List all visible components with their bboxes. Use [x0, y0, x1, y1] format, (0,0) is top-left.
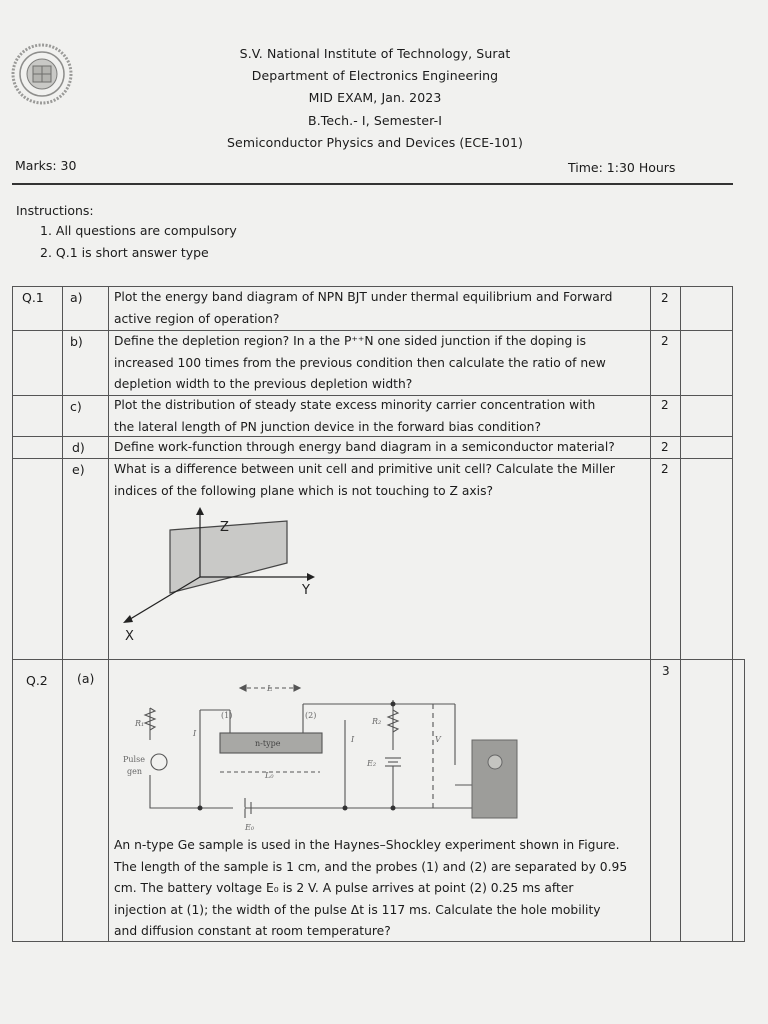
svg-text:R₂: R₂ — [372, 717, 382, 726]
x-axis — [127, 577, 200, 621]
svg-text:L₀: L₀ — [265, 771, 274, 780]
part-label-b: b) — [70, 334, 83, 349]
svg-text:Pulse: Pulse — [123, 755, 145, 764]
question-1d-text: Define work-function through energy band diagram in a semiconductor material? — [114, 440, 615, 454]
instruction-item: 1. All questions are compulsory — [40, 223, 237, 238]
institute-seal-logo — [8, 43, 76, 105]
part-label-a: a) — [70, 290, 83, 305]
header-divider — [12, 183, 733, 185]
svg-text:V: V — [435, 735, 441, 744]
part-label-d: d) — [72, 440, 85, 455]
marks-1d: 2 — [661, 440, 669, 454]
instruction-item: 2. Q.1 is short answer type — [40, 245, 209, 260]
marks-1b: 2 — [661, 334, 669, 348]
exam-duration: Time: 1:30 Hours — [568, 160, 676, 175]
svg-text:I: I — [193, 729, 197, 738]
program-name: B.Tech.- I, Semester-I — [308, 113, 442, 128]
svg-text:n-type: n-type — [255, 739, 281, 748]
y-axis-label: Y — [302, 583, 310, 598]
oscilloscope-screen-icon — [488, 755, 502, 769]
question-1c-text: Plot the distribution of steady state excess minority carrier concentration with the lateral length of PN junction device in the forward bias condition? — [114, 398, 596, 434]
svg-text:I: I — [351, 735, 355, 744]
question-1b-text: Define the depletion region? In a the P⁺⁺N one sided junction if the doping is increased 100 times from the previous condition then calculate the ratio of new depletion width to the previous depletion width? — [114, 334, 606, 391]
y-axis-arrow-icon — [307, 573, 315, 581]
department-name: Department of Electronics Engineering — [251, 68, 499, 83]
haynes-shockley-circuit — [115, 680, 525, 835]
marks-1e: 2 — [661, 462, 669, 476]
question-number-q1: Q.1 — [22, 290, 44, 305]
marks-q2a: 3 — [662, 664, 670, 678]
svg-text:R₁: R₁ — [135, 719, 145, 728]
marks-1c: 2 — [661, 398, 669, 412]
question-1a-text: Plot the energy band diagram of NPN BJT under thermal equilibrium and Forward active region of operation? — [114, 290, 613, 326]
question-1e-text: What is a difference between unit cell and primitive unit cell? Calculate the Miller indices of the following plane which is not touching to Z axis? — [114, 462, 615, 498]
course-name: Semiconductor Physics and Devices (ECE-101) — [227, 135, 523, 150]
z-axis-label: Z — [220, 520, 229, 535]
x-axis-arrow-icon — [123, 615, 133, 623]
question-number-q2: Q.2 — [26, 673, 48, 688]
svg-text:(1): (1) — [221, 711, 233, 720]
svg-text:E₂: E₂ — [367, 759, 377, 768]
total-marks: Marks: 30 — [15, 158, 77, 173]
svg-text:(2): (2) — [305, 711, 317, 720]
z-axis-arrow-icon — [196, 507, 204, 515]
x-axis-label: X — [125, 629, 134, 644]
question-2a-text: An n-type Ge sample is used in the Haynes–Shockley experiment shown in Figure. The length of the sample is 1 cm, and the probes (1) and (2) are separated by 0.95 cm. The battery voltage E₀ is 2 V. A pulse arrives at point (2) 0.25 ms after injection at (1); the width of the pulse Δt is 117 ms. Calculate the hole mobility and diffusion constant at room temperature? — [114, 838, 628, 938]
marks-1a: 2 — [661, 291, 669, 305]
miller-plane-figure — [115, 505, 325, 650]
svg-text:E₀: E₀ — [245, 823, 255, 832]
part-label-q2a: (a) — [77, 671, 95, 686]
pulse-generator — [151, 754, 167, 770]
svg-text:gen: gen — [127, 767, 143, 776]
institute-name: S.V. National Institute of Technology, Surat — [239, 46, 511, 61]
exam-title: MID EXAM, Jan. 2023 — [308, 90, 442, 105]
oscilloscope — [472, 740, 517, 818]
part-label-e: e) — [72, 462, 85, 477]
part-label-c: c) — [70, 399, 82, 414]
svg-text:L: L — [267, 684, 273, 693]
instructions-title: Instructions: — [16, 203, 94, 218]
